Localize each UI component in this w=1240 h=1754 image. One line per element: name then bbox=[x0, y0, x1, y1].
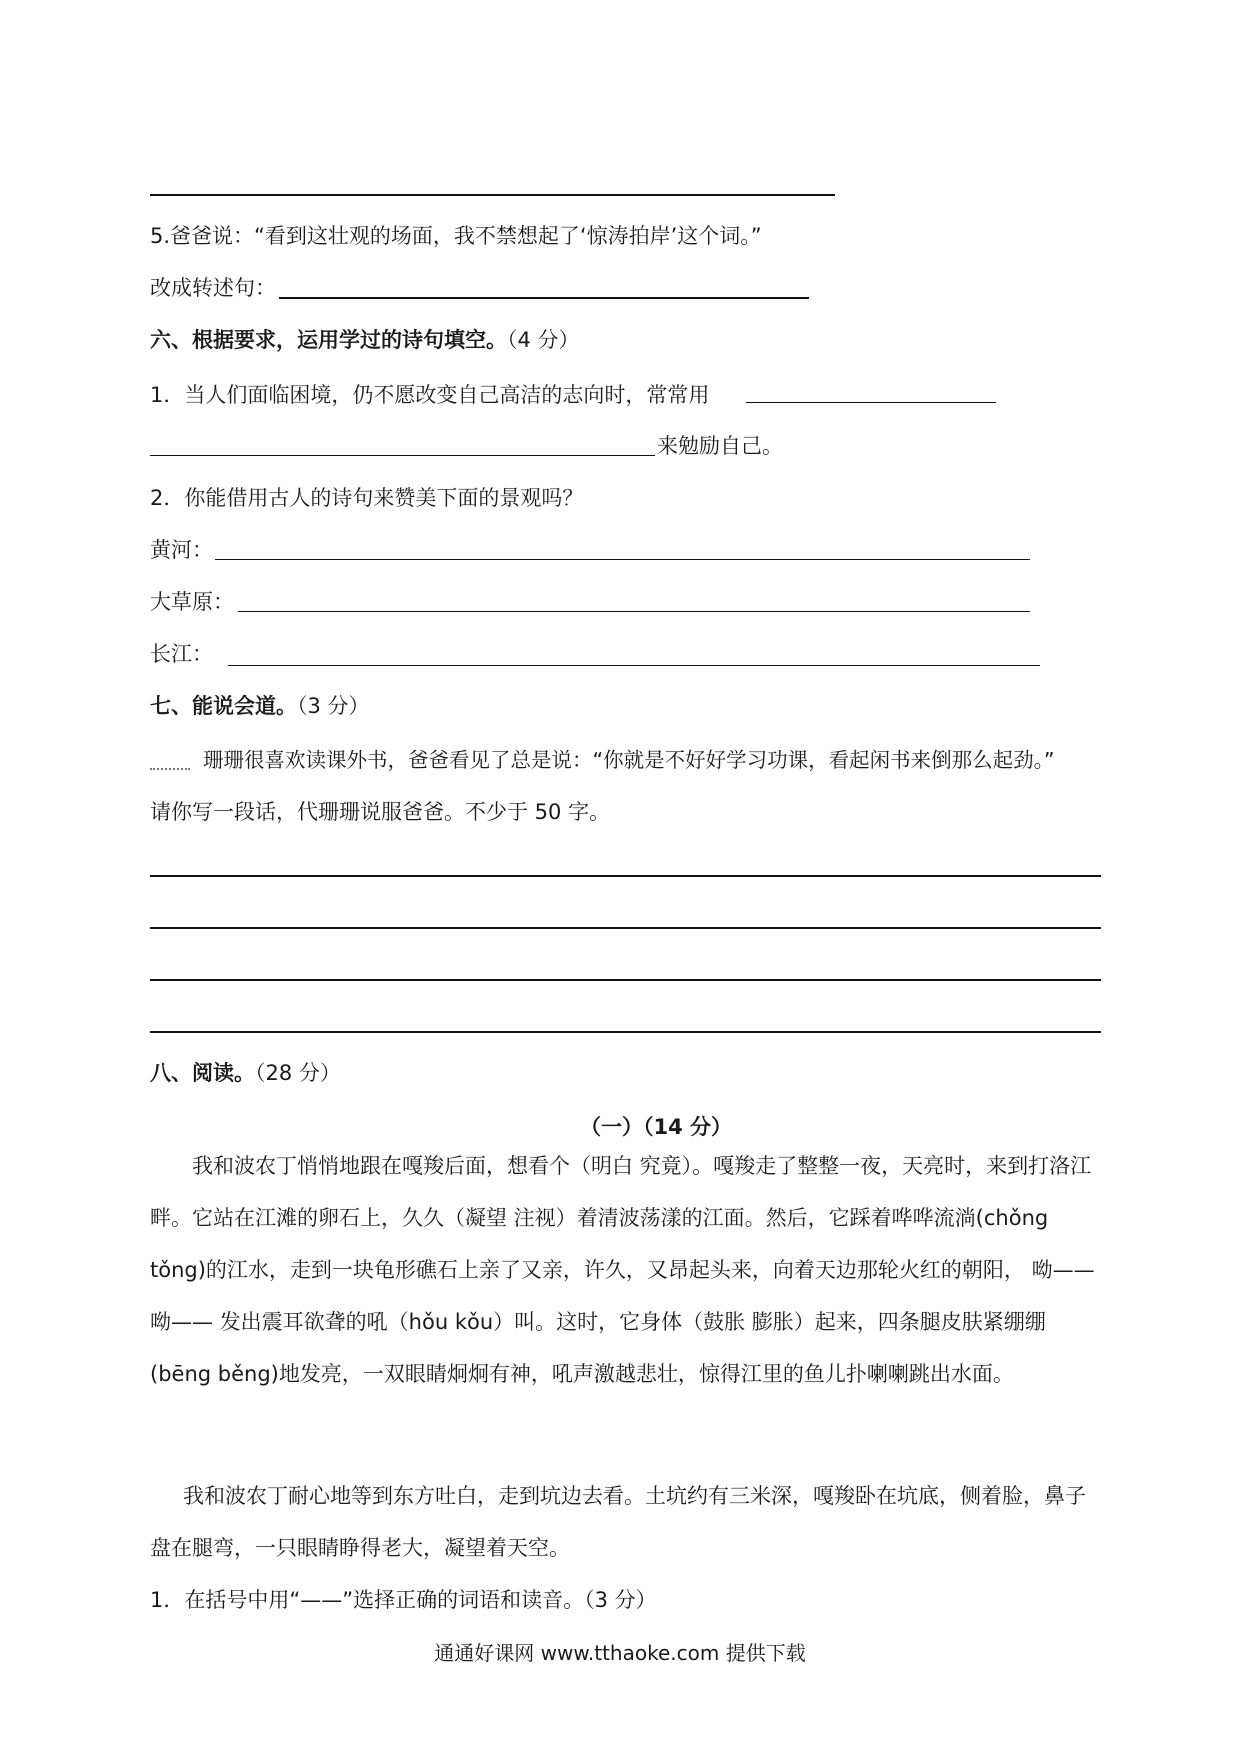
section-heading: 八、阅读。（28 分） bbox=[150, 1061, 341, 1085]
item-label: 长江： bbox=[150, 642, 213, 666]
writing-line bbox=[150, 927, 1101, 929]
prompt-text: 请你写一段话，代珊珊说服爸爸。不少于 50 字。 bbox=[150, 800, 611, 824]
item-label: 大草原： bbox=[150, 590, 234, 614]
question-text: 1．当人们面临困境，仍不愿改变自己高洁的志向时，常常用 bbox=[150, 383, 710, 407]
prompt-text: 珊珊很喜欢读课外书，爸爸看见了总是说：“你就是不好好学习功课，看起闲书来倒那么起劲。” bbox=[203, 748, 1055, 772]
answer-line bbox=[238, 611, 1030, 612]
reading-passage bbox=[150, 1140, 1098, 1400]
page-footer: 通通好课网 www.tthaoke.com 提供下载 bbox=[434, 1641, 806, 1665]
answer-line bbox=[746, 402, 996, 403]
writing-line bbox=[150, 979, 1101, 981]
answer-line bbox=[150, 194, 835, 196]
answer-line bbox=[150, 455, 655, 456]
question-text: 1．在括号中用“——”选择正确的词语和读音。（3 分） bbox=[150, 1588, 657, 1612]
indent-dots bbox=[150, 768, 190, 770]
writing-line bbox=[150, 1031, 1101, 1033]
sub-heading: （一）（14 分） bbox=[580, 1115, 733, 1139]
answer-label: 改成转述句： bbox=[150, 276, 276, 300]
answer-line bbox=[228, 665, 1040, 666]
question-text: 来勉励自己。 bbox=[657, 434, 783, 458]
question-number: 5. bbox=[150, 224, 171, 248]
answer-line bbox=[279, 297, 809, 299]
section-heading: 七、能说会道。（3 分） bbox=[150, 694, 370, 718]
question-text: 2．你能借用古人的诗句来赞美下面的景观吗？ bbox=[150, 486, 584, 510]
section-heading: 六、根据要求，运用学过的诗句填空。（4 分） bbox=[150, 328, 580, 352]
passage-paragraph-1: 我和波农丁悄悄地跟在嘎羧后面，想看个（明白 究竟）。嘎羧走了整整一夜，天亮时，来到打洛江畔。它站在江滩的卵石上，久久（凝望 注视）着清波荡漾的江面。然后，它踩着哗哗流淌(chǒng tǒng)的江水，走到一块龟形礁石上亲了又亲，许久，又昂起头来，向着天边那轮火红的朝阳， 呦—— 呦—— 发出震耳欲聋的吼（hǒu kǒu）叫。这时，它身体（鼓胀 膨胀）起来，四条腿皮肤紧绷绷(bēng běng)地发亮，一双眼睛炯炯有神，吼声激越悲壮，惊得江里的鱼儿扑喇喇跳出水面。 bbox=[150, 1154, 1095, 1386]
writing-line bbox=[150, 875, 1101, 877]
question-5 bbox=[150, 221, 762, 251]
reading-passage bbox=[150, 1470, 1098, 1574]
passage-paragraph-2: 我和波农丁耐心地等到东方吐白，走到坑边去看。土坑约有三米深，嘎羧卧在坑底，侧着脸，鼻子盘在腿弯，一只眼睛睁得老大，凝望着天空。 bbox=[150, 1484, 1086, 1560]
item-label: 黄河： bbox=[150, 538, 213, 562]
question-text: 爸爸说：“看到这壮观的场面，我不禁想起了‘惊涛拍岸’这个词。” bbox=[170, 224, 762, 248]
answer-line bbox=[215, 559, 1030, 560]
